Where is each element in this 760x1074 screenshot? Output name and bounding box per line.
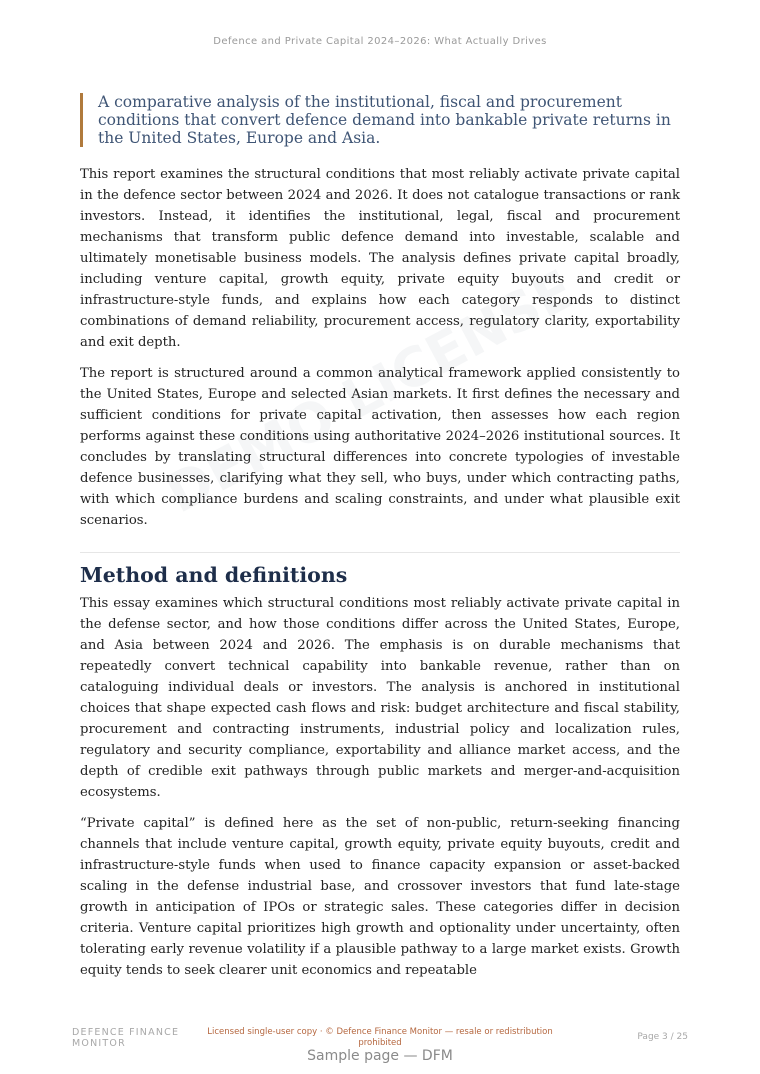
footer-brand-line-2: MONITOR	[72, 1038, 126, 1049]
sample-page-label: Sample page — DFM	[307, 1048, 453, 1064]
section-heading: Method and definitions	[80, 563, 348, 587]
section-paragraph-2: “Private capital” is defined here as the set of non-public, return-seeking financing channels that include venture capital, growth equity, private equity buyouts, credit and infrastructure-style funds when used to finance capacity expansion or asset-backed scaling in the defense industrial base, and crossover investors that fund late-stage growth in anticipation of IPOs or strategic sales. These categories differ in decision criteria. Venture capital prioritizes high growth and optionality under uncertainty, often tolerating early revenue volatility if a plausible pathway to a large market exists. Growth equity tends to seek clearer unit economics and repeatable	[80, 816, 680, 978]
intro-paragraph-2: The report is structured around a common analytical framework applied consistently to the United States, Europe and selected Asian markets. It first defines the necessary and sufficient conditions for private capital activation, then assesses how each region performs against these conditions using authoritative 2024–2026 institutional sources. It concludes by translating structural differences into concrete typologies of investable defence businesses, clarifying what they sell, who buys, under which contracting paths, with which compliance burdens and scaling constraints, and under what plausible exit scenarios.	[80, 366, 680, 528]
running-header: Defence and Private Capital 2024–2026: What Actually Drives	[213, 36, 547, 47]
section-divider	[80, 552, 680, 553]
footer-brand	[72, 1027, 212, 1049]
intro-paragraph-1: This report examines the structural conditions that most reliably activate private capital in the defence sector between 2024 and 2026. It does not catalogue transactions or rank investors. Instead, it identifies the institutional, legal, fiscal and procurement mechanisms that transform public defence demand into investable, scalable and ultimately monetisable business models. The analysis defines private capital broadly, including venture capital, growth equity, private equity buyouts and credit or infrastructure-style funds, and explains how each category responds to distinct combinations of demand reliability, procurement access, regulatory clarity, exportability and exit depth.	[80, 167, 680, 350]
footer-page-number: Page 3 / 25	[637, 1032, 688, 1042]
footer-brand-line-1: DEFENCE FINANCE	[72, 1027, 180, 1038]
page-content	[80, 93, 680, 981]
lede-quote: A comparative analysis of the institutional, fiscal and procurement conditions that convert defence demand into bankable private returns in the United States, Europe and Asia.	[80, 93, 680, 147]
footer-license-notice: Licensed single-user copy · © Defence Finance Monitor — resale or redistribution prohibited	[207, 1027, 553, 1048]
section-paragraph-1: This essay examines which structural conditions most reliably activate private capital in the defense sector, and how those conditions differ across the United States, Europe, and Asia between 2024 and 2026. The emphasis is on durable mechanisms that repeatedly convert technical capability into bankable revenue, rather than on cataloguing individual deals or investors. The analysis is anchored in institutional choices that shape expected cash flows and risk: budget architecture and fiscal stability, procurement and contracting instruments, industrial policy and localization rules, regulatory and security compliance, exportability and alliance market access, and the depth of credible exit pathways through public markets and merger-and-acquisition ecosystems.	[80, 596, 680, 800]
